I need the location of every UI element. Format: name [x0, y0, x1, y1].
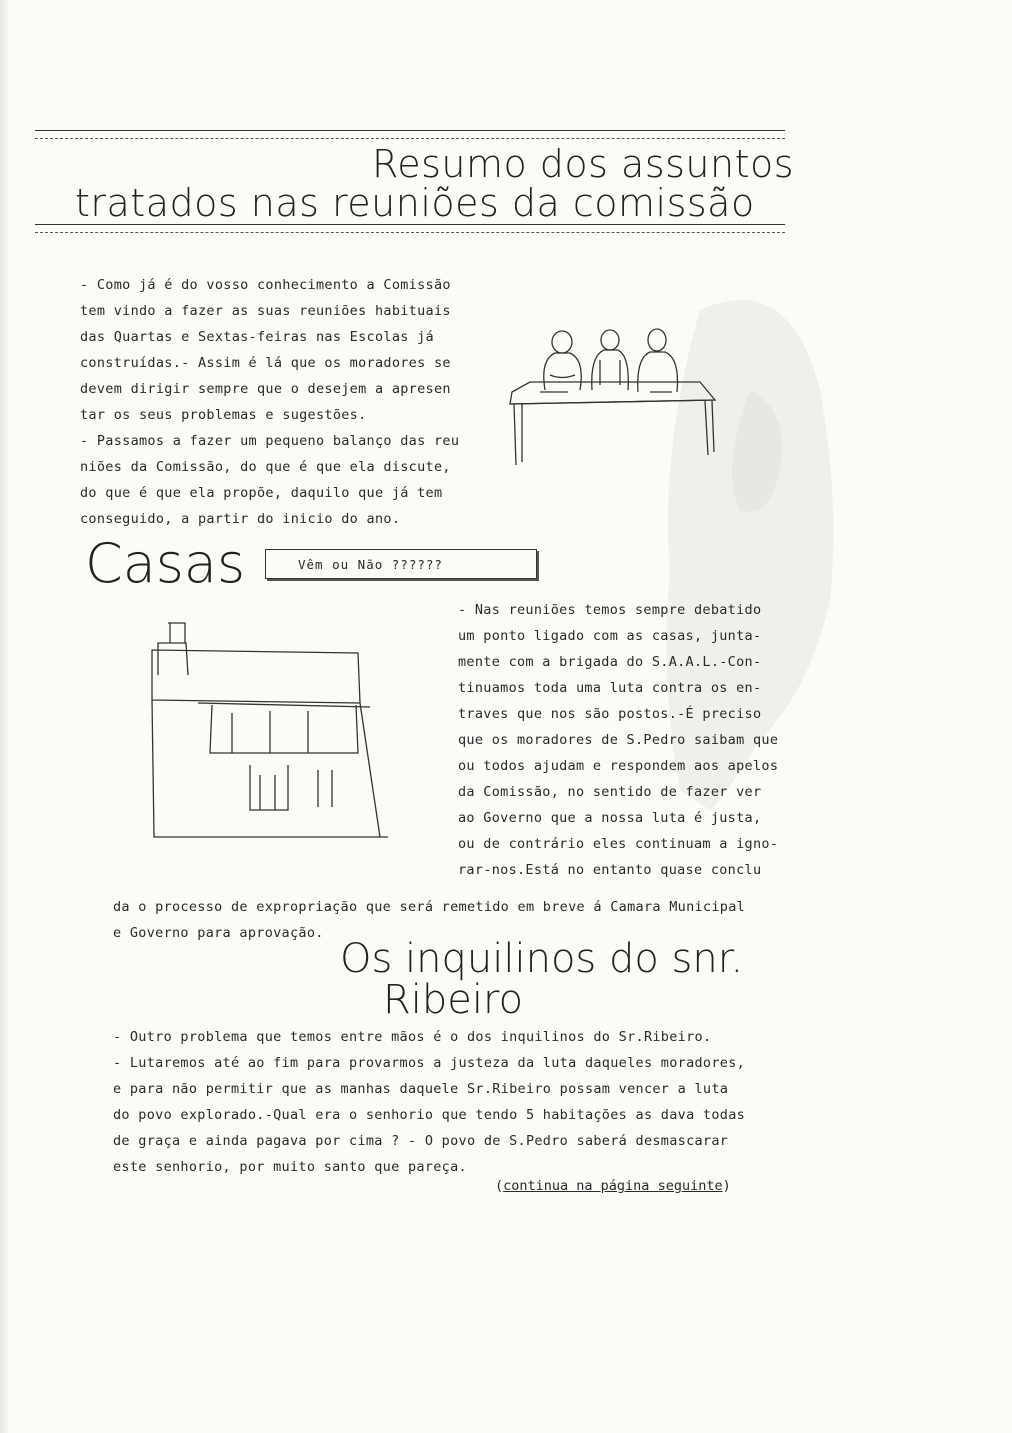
title-rule-top-dashed — [35, 138, 785, 139]
page-title-line-2: tratados nas reuniões da comissão — [75, 181, 755, 225]
title-rule-bottom-dashed — [35, 232, 785, 233]
inquilinos-heading-line-2: Ribeiro — [383, 977, 524, 1023]
inquilinos-heading-line-1: Os inquilinos do snr. — [340, 936, 744, 982]
continued-note-close: ) — [722, 1178, 731, 1194]
page-title-line-1: Resumo dos assuntos — [372, 142, 795, 186]
vem-ou-nao-box: Vêm ou Não ?????? — [265, 549, 537, 579]
sheet-edge — [0, 0, 10, 1433]
casas-paragraph-full: da o processo de expropriação que será remetido em breve á Camara Municipal e Governo para aprovação. — [113, 899, 746, 941]
casas-paragraph-right: - Nas reuniões temos sempre debatido um ponto ligado com as casas, junta- mente com a brigada do S.A.A.L.-Con- tinuamos toda uma luta contra os en- traves que nos são postos.-É preciso que os moradores de S.Pedro saibam que ou todos ajudam e respondem aos apelos da Comissão, no sentido de fazer ver ao Governo que a nossa luta é justa, ou de contrário eles continuam a igno- rar-nos.Está no entanto quase conclu — [458, 602, 779, 878]
continued-note-text: continua na página seguinte — [503, 1178, 723, 1194]
house-sketch — [140, 605, 395, 845]
title-rule-bottom — [35, 224, 785, 225]
casas-heading: Casas — [85, 532, 246, 595]
intro-paragraph: - Como já é do vosso conhecimento a Comissão tem vindo a fazer as suas reuniões habituais das Quartas e Sextas-feiras nas Escolas já construídas.- Assim é lá que os moradores se devem dirigir sempre que o desejem a apresen tar os seus problemas e sugestões. - Passamos a fazer um pequeno balanço das reu niões da Comissão, do que é que ela discute, do que é que ela propõe, daquilo que já tem conseguido, a partir do inicio do ano. — [80, 277, 460, 527]
continued-note-open: ( — [495, 1178, 504, 1194]
inquilinos-paragraph: - Outro problema que temos entre mãos é o dos inquilinos do Sr.Ribeiro. - Lutaremos até ao fim para provarmos a justeza da luta daqueles moradores, e para não permitir que as manhas daquele Sr.Ribeiro possam vencer a luta do povo explorado.-Qual era o senhorio que tendo 5 habitações as dava todas de graça e ainda pagava por cima ? - O povo de S.Pedro saberá desmascarar este senhorio, por muito santo que pareça. — [113, 1029, 746, 1175]
commission-table-sketch — [500, 320, 725, 470]
continued-note — [495, 1178, 731, 1194]
title-rule-top — [35, 130, 785, 131]
